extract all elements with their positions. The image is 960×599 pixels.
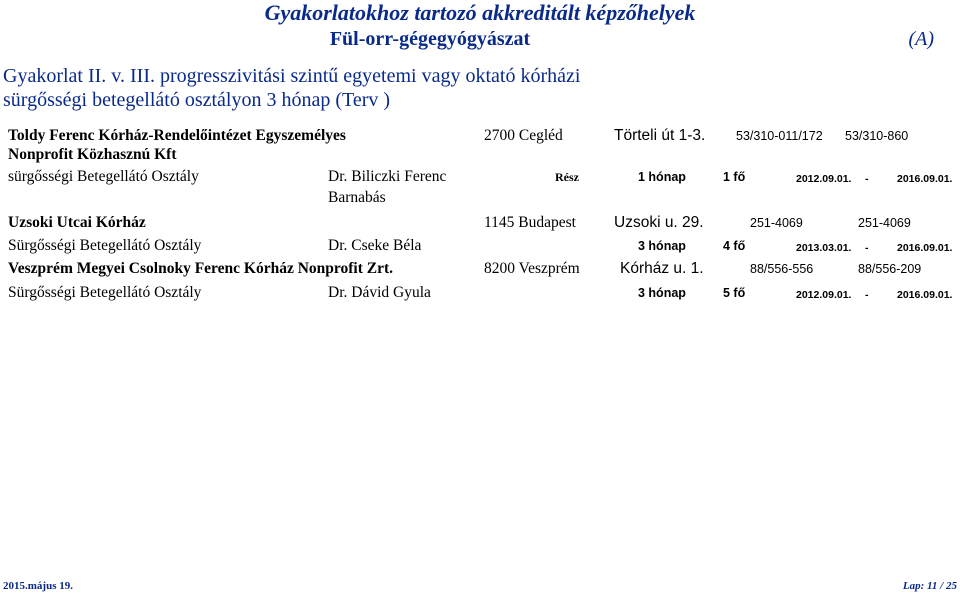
- date-dash: -: [865, 173, 869, 185]
- date-dash: -: [865, 289, 869, 301]
- department-name: Sürgősségi Betegellátó Osztály: [8, 284, 202, 301]
- doctor-name-line2: Barnabás: [328, 189, 386, 206]
- fax-number: 251-4069: [858, 216, 911, 230]
- zip-city: 2700 Cegléd: [484, 127, 563, 144]
- date-to: 2016.09.01.: [897, 173, 953, 185]
- date-from: 2012.09.01.: [796, 289, 852, 301]
- practice-heading: [3, 64, 723, 112]
- street-address: Kórház u. 1.: [620, 260, 704, 277]
- document-title: Gyakorlatokhoz tartozó akkreditált képzőhelyek: [264, 0, 696, 25]
- specialty-code: (A): [908, 28, 934, 50]
- extent-label: Rész: [555, 170, 579, 184]
- date-to: 2016.09.01.: [897, 289, 953, 301]
- org-name: Veszprém Megyei Csolnoky Ferenc Kórház Nonprofit Zrt.: [8, 260, 394, 277]
- org-name: Toldy Ferenc Kórház-Rendelőintézet Egyszemélyes: [8, 127, 346, 144]
- persons: 1 fő: [723, 170, 746, 184]
- specialty-title: Fül-orr-gégegyógyászat: [329, 28, 531, 50]
- duration: 1 hónap: [638, 170, 686, 184]
- fax-number: 53/310-860: [845, 129, 909, 143]
- street-address: Uzsoki u. 29.: [614, 214, 704, 231]
- phone-number: 53/310-011/172: [736, 129, 823, 143]
- street-address: Törteli út 1-3.: [614, 127, 706, 144]
- org-name-line2: Nonprofit Közhasznú Kft: [8, 146, 177, 163]
- footer-page-number: Lap: 11 / 25: [902, 580, 957, 592]
- date-dash: -: [865, 242, 869, 254]
- practice-heading-line1: Gyakorlat II. v. III. progresszivitási szintű egyetemi vagy oktató kórházi: [3, 65, 581, 87]
- duration: 3 hónap: [638, 239, 686, 253]
- persons: 5 fő: [723, 286, 746, 300]
- zip-city: 8200 Veszprém: [484, 260, 580, 277]
- phone-number: 251-4069: [750, 216, 803, 230]
- phone-number: 88/556-556: [750, 262, 814, 276]
- date-from: 2012.09.01.: [796, 173, 852, 185]
- department-name: Sürgősségi Betegellátó Osztály: [8, 237, 202, 254]
- doctor-name: Dr. Cseke Béla: [328, 237, 422, 254]
- doctor-name: Dr. Dávid Gyula: [328, 284, 431, 301]
- duration: 3 hónap: [638, 286, 686, 300]
- doctor-name: Dr. Biliczki Ferenc: [328, 168, 447, 185]
- date-to: 2016.09.01.: [897, 242, 953, 254]
- department-name: sürgősségi Betegellátó Osztály: [8, 168, 199, 185]
- practice-heading-line2: sürgősségi betegellátó osztályon 3 hónap (Terv ): [3, 89, 391, 111]
- persons: 4 fő: [723, 239, 746, 253]
- footer-date: 2015.május 19.: [3, 580, 73, 592]
- zip-city: 1145 Budapest: [484, 214, 576, 231]
- date-from: 2013.03.01.: [796, 242, 852, 254]
- org-name: Uzsoki Utcai Kórház: [8, 214, 146, 231]
- fax-number: 88/556-209: [858, 262, 922, 276]
